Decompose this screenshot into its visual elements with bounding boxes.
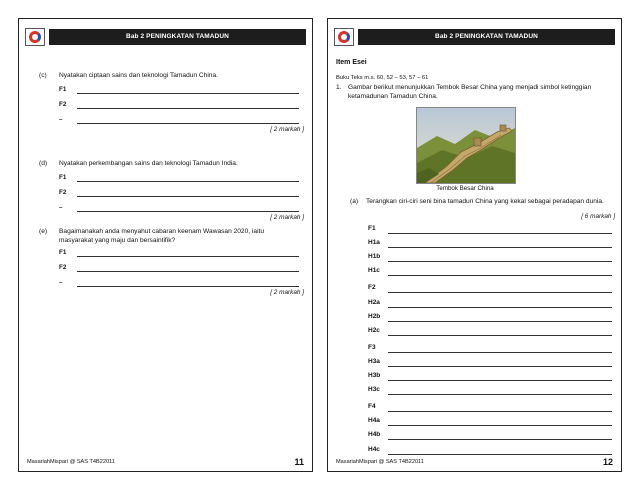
answer-line-label: F2 [59,264,67,271]
answer-line [368,431,612,441]
marks-label: [ 2 markah ] [270,126,304,133]
answer-line-label: F2 [368,284,376,292]
answer-rule [388,247,612,248]
answer-rule [77,123,299,124]
question-c [39,71,301,81]
answer-rule [388,366,612,367]
marks-label: [ 2 markah ] [270,214,304,221]
answer-line [368,386,612,396]
answer-line-label: H1a [368,239,380,247]
question-text: Terangkan ciri-ciri seni bina tamadun China yang kekal sebagai peradapan dunia. [366,198,604,205]
page-number: 11 [294,457,304,467]
answer-line-label: H2a [368,298,380,306]
textbook-reference: Buku Teks m.s. 60, 52 – 53, 57 – 61 [336,75,429,81]
question-label: (e) [39,228,48,235]
answer-line-label: H4a [368,417,380,425]
question-text: Nyatakan perkembangan sains dan teknologi Tamadun India. [59,160,238,167]
footer-author: MasariahMispari @ SAS T4B22011 [27,459,115,465]
answer-line [59,279,299,288]
page-12 [327,18,622,472]
answer-line-label: – [59,279,63,286]
page-11 [18,18,313,472]
answer-line-label: H4b [368,431,381,439]
answer-rule [77,196,299,197]
answer-line [368,225,612,235]
answer-line-label: – [59,116,63,123]
great-wall-picture [416,107,516,184]
answer-rule [388,454,612,455]
question-text: Gambar berikut menunjukkan Tembok Besar China yang menjadi simbol ketinggian ketamadunan Tamadun China. [348,84,592,100]
answer-line-label: F1 [59,174,67,181]
answer-rule [388,335,612,336]
answer-rule [388,321,612,322]
answer-rule [388,233,612,234]
answer-rule [388,261,612,262]
question-label: (c) [39,72,47,79]
marks-label: [ 2 markah ] [270,289,304,296]
answer-rule [388,275,612,276]
answer-rule [77,181,299,182]
answer-line [368,284,612,294]
question-d [39,159,301,169]
answer-line [368,446,612,456]
answer-line [59,116,299,125]
answer-rule [388,352,612,353]
answer-line-label: F2 [59,189,67,196]
answer-line [59,86,299,95]
school-logo-icon [334,28,354,46]
answer-rule [77,93,299,94]
answer-line-label: F3 [368,343,376,351]
question-number: 1. [336,84,342,91]
answer-line [368,403,612,413]
picture-caption: Tembok Besar China [436,185,494,192]
answer-line [368,358,612,368]
answer-rule [388,307,612,308]
answer-line-label: H2b [368,312,381,320]
marks-label: [ 6 markah ] [581,213,615,220]
footer-author: MasariahMispari @ SAS T4B22011 [336,459,424,465]
answer-line [368,327,612,337]
great-wall-illustration [417,108,515,183]
chapter-title: Bab 2 PENINGKATAN TAMADUN [358,29,615,45]
answer-line-label: H3b [368,372,381,379]
answer-line [59,249,299,258]
answer-rule [388,394,612,395]
answer-line [368,344,612,354]
answer-rule [77,271,299,272]
answer-line-label: F1 [59,86,67,93]
answer-line [368,313,612,323]
answer-line-label: F1 [59,249,67,256]
answer-rule [77,211,299,212]
question-1 [336,83,606,103]
answer-line [59,264,299,273]
answer-line-label: H3c [368,386,380,394]
question-label: (a) [350,198,359,205]
section-title: Item Esei [336,59,367,66]
answer-rule [388,292,612,293]
answer-rule [388,380,612,381]
answer-line-label: H1b [368,253,381,261]
question-label: (d) [39,160,48,167]
answer-line [59,174,299,183]
question-1a [350,197,616,219]
page-header [334,27,615,48]
question-e [39,227,301,247]
answer-line [368,417,612,427]
answer-rule [77,256,299,257]
question-text: Bagaimanakah anda menyahut cabaran keenam Wawasan 2020, iaitu masyarakat yang maju dan bersaintifik? [59,228,265,244]
answer-line-label: F1 [368,225,376,232]
answer-rule [77,108,299,109]
answer-line-label: F4 [368,403,376,411]
answer-line-label: H2c [368,326,380,334]
answer-line [59,101,299,110]
answer-line-label: H4c [368,445,380,453]
answer-rule [388,411,612,412]
chapter-title: Bab 2 PENINGKATAN TAMADUN [49,29,306,45]
page-number: 12 [602,457,613,467]
answer-line [59,189,299,198]
answer-rule [388,425,612,426]
answer-line [368,239,612,249]
answer-line [368,299,612,309]
answer-line-label: F2 [59,101,67,108]
answer-line-label: – [59,204,63,211]
answer-line [368,253,612,263]
answer-line [368,372,612,382]
answer-rule [77,286,299,287]
answer-rule [388,439,612,440]
school-logo-icon [25,28,45,46]
answer-line [59,204,299,213]
answer-line [368,267,612,277]
question-text: Nyatakan ciptaan sains dan teknologi Tamadun China. [59,72,218,79]
page-header [25,27,306,48]
answer-line-label: H1c [368,267,380,275]
answer-line-label: H3a [368,357,380,365]
